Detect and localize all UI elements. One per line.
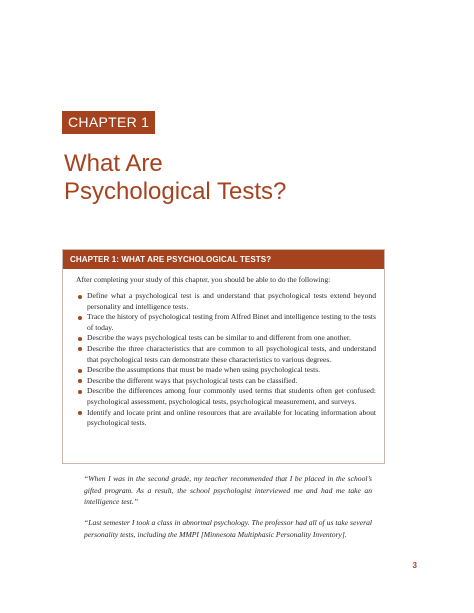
objective-text: Describe the assumptions that must be made when using psychological tests. (87, 365, 321, 375)
objective-text: Describe the different ways that psychological tests can be classified. (87, 375, 298, 385)
chapter-title-line-2: Psychological Tests? (64, 178, 287, 205)
bullet-icon (78, 369, 82, 373)
chapter-title-line-1: What Are (64, 150, 163, 177)
objective-text: Define what a psychological test is and understand that psychological tests extend beyond personality and intelligence tests. (87, 291, 376, 311)
learning-objectives-intro: After completing your study of this chapter, you should be able to do the following: (76, 275, 331, 284)
objective-item (77, 408, 376, 429)
objective-item (77, 344, 376, 365)
bullet-icon (78, 295, 82, 299)
student-quote-2: “Last semester I took a class in abnormal psychology. The professor had all of us take several personality tests, including the MMPI [Minnesota Multiphasic Personality Inventory]. (84, 518, 372, 539)
page-number: 3 (412, 561, 417, 570)
bullet-icon (78, 316, 82, 320)
objective-item (77, 386, 376, 407)
objective-item (77, 376, 376, 387)
chapter-title (64, 150, 424, 206)
objective-text: Identify and locate print and online resources that are available for locating information about psychological tests. (87, 407, 376, 428)
objective-text: Describe the three characteristics that are common to all psychological tests, and understand that psychological tests can demonstrate these characteristics to various degrees. (87, 343, 376, 364)
bullet-icon (78, 390, 82, 394)
objective-text: Describe the differences among four commonly used terms that students often get confused: psychological assessment, psychological tests, psychological measurement, and surveys. (87, 386, 376, 406)
objective-text: Trace the history of psychological testing from Alfred Binet and intelligence testing to the tests of today. (87, 312, 376, 332)
objective-item (77, 333, 376, 344)
student-quote-1: “When I was in the second grade, my teacher recommended that I be placed in the school’s gifted program. As a result, the school psychologist interviewed me and had me take an intelligence test.” (84, 474, 372, 506)
learning-objectives-box (62, 249, 385, 464)
objective-item (77, 312, 376, 333)
objective-item (77, 291, 376, 312)
bullet-icon (78, 347, 82, 351)
objective-item (77, 365, 376, 376)
bullet-icon (78, 337, 82, 341)
objective-text: Describe the ways psychological tests can be similar to and different from one another. (87, 333, 351, 343)
bullet-icon (78, 411, 82, 415)
learning-objectives-list (77, 291, 376, 429)
bullet-icon (78, 379, 82, 383)
learning-objectives-header: CHAPTER 1: WHAT ARE PSYCHOLOGICAL TESTS? (63, 250, 384, 269)
chapter-label: CHAPTER 1 (62, 111, 155, 134)
